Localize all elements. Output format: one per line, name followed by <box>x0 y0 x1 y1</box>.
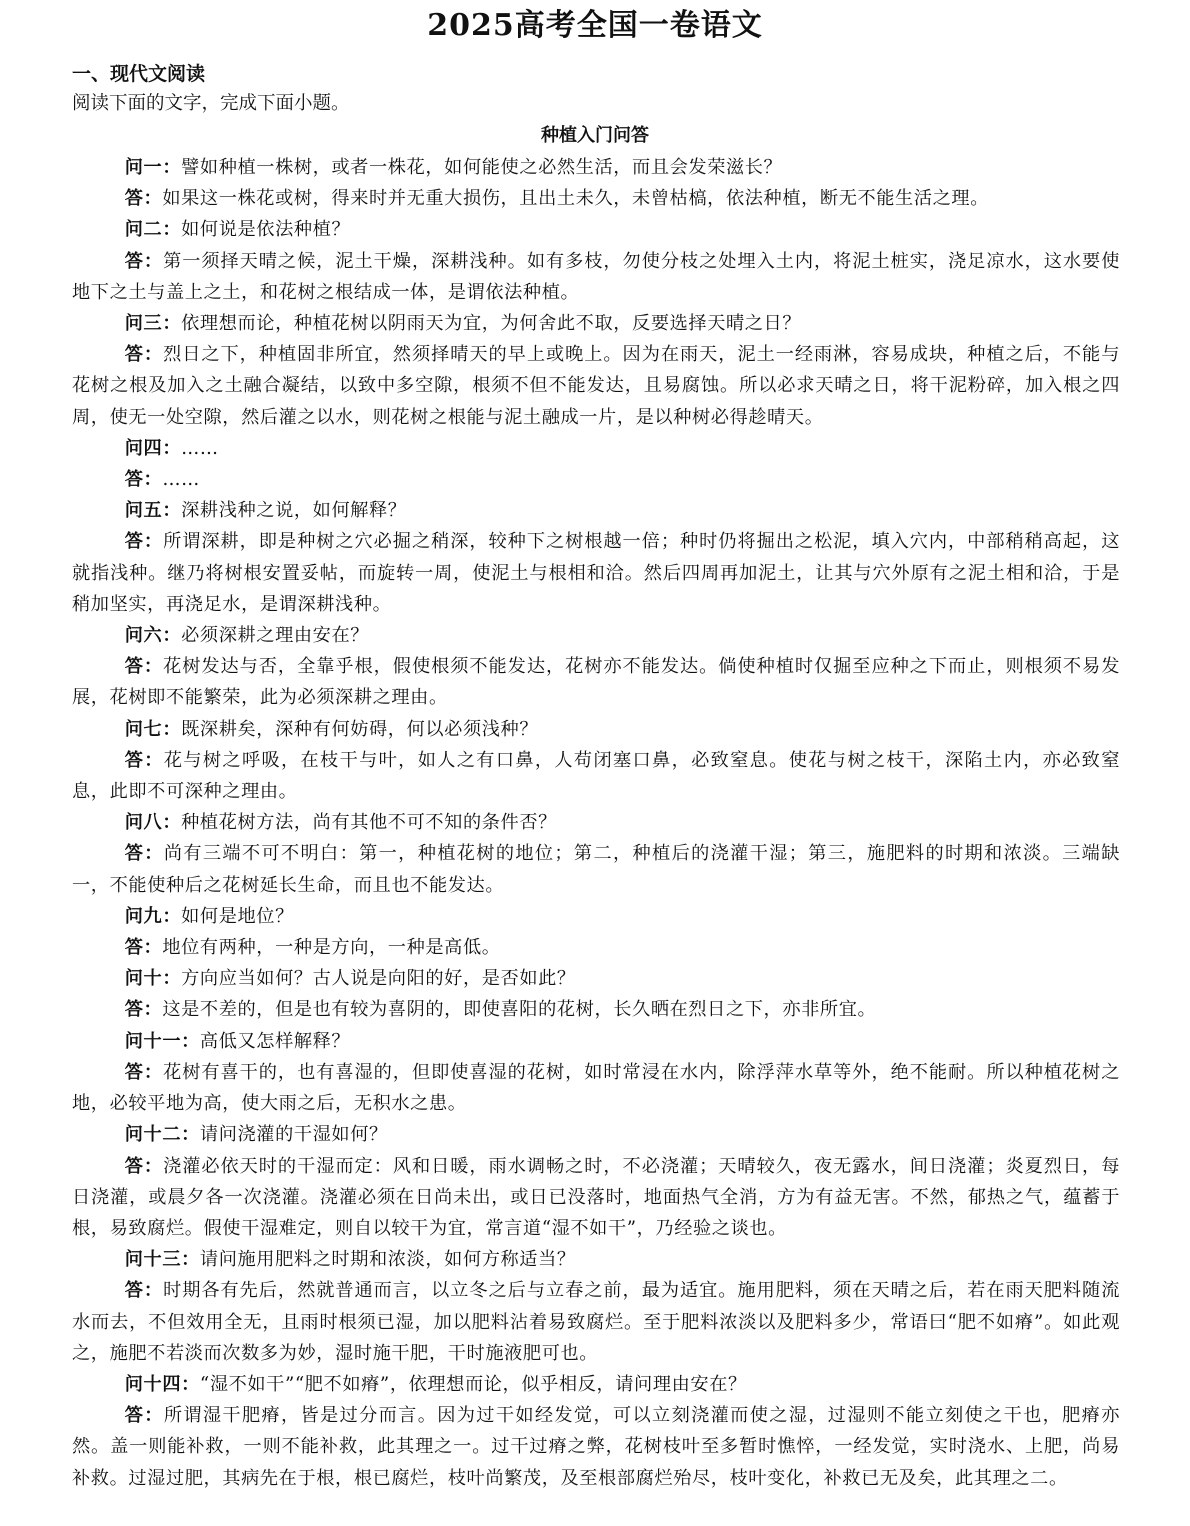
question-paragraph <box>72 433 1120 464</box>
answer-paragraph <box>72 1057 1120 1119</box>
question-label: 问二： <box>124 219 182 241</box>
question-text: 如何说是依法种植？ <box>181 219 351 241</box>
answer-text: 浇灌必依天时的干湿而定：风和日暖，雨水调畅之时，不必浇灌；天晴较久，夜无露水，间日浇灌；炎夏烈日，每日浇灌，或晨夕各一次浇灌。浇灌必须在日尚未出，或日已没落时，地面热气全消，方为有益无害。不然，郁热之气，蕴蓄于根，易致腐烂。假使干湿难定，则自以较干为宜，常言道“湿不如干”，乃经验之谈也。 <box>72 1155 1120 1239</box>
answer-paragraph <box>72 1275 1120 1369</box>
question-paragraph <box>72 495 1120 526</box>
answer-label: 答： <box>124 656 164 678</box>
answer-text: 第一须择天晴之候，泥土干燥，深耕浅种。如有多枝，勿使分枝之处埋入土内，将泥土桩实，浇足凉水，这水要使地下之土与盖上之土，和花树之根结成一体，是谓依法种植。 <box>72 250 1120 303</box>
question-text: 必须深耕之理由安在？ <box>181 625 370 647</box>
question-text: 既深耕矣，深种有何妨碍，何以必须浅种？ <box>181 718 539 740</box>
question-text: 依理想而论，种植花树以阴雨天为宜，为何舍此不取，反要选择天晴之日？ <box>181 313 802 335</box>
answer-label: 答： <box>124 1155 164 1177</box>
answer-label: 答： <box>124 1280 164 1302</box>
question-label: 问九： <box>124 905 182 927</box>
answer-paragraph <box>72 1151 1120 1245</box>
question-paragraph <box>72 1369 1120 1400</box>
answer-text: 所谓湿干肥瘠，皆是过分而言。因为过干如经发觉，可以立刻浇灌而使之湿，过湿则不能立刻使之干也，肥瘠亦然。盖一则能补救，一则不能补救，此其理之一。过干过瘠之弊，花树枝叶至多暂时憔悴，一经发觉，实时浇水、上肥，尚易补救。过湿过肥，其病先在于根，根已腐烂，枝叶尚繁茂，及至根部腐烂殆尽，枝叶变化，补救已无及矣，此其理之二。 <box>72 1405 1120 1489</box>
question-paragraph <box>72 214 1120 245</box>
answer-paragraph <box>72 1400 1120 1494</box>
question-paragraph <box>72 1244 1120 1275</box>
answer-label: 答： <box>124 531 164 553</box>
answer-label: 答： <box>124 749 164 771</box>
reading-instruction: 阅读下面的文字，完成下面小题。 <box>72 93 350 114</box>
question-text: 方向应当如何？古人说是向阳的好，是否如此？ <box>181 968 576 990</box>
answer-paragraph <box>72 838 1120 900</box>
question-paragraph <box>72 807 1120 838</box>
question-text: 请问浇灌的干湿如何？ <box>199 1124 388 1146</box>
answer-paragraph <box>72 526 1120 620</box>
question-paragraph <box>72 1119 1120 1150</box>
answer-paragraph <box>72 745 1120 807</box>
question-paragraph <box>72 152 1120 183</box>
question-paragraph <box>72 1026 1120 1057</box>
question-text: 高低又怎样解释？ <box>199 1030 351 1052</box>
question-label: 问十三： <box>124 1249 200 1271</box>
question-text: …… <box>181 437 219 459</box>
section-heading: 一、现代文阅读 <box>72 63 206 85</box>
qa-list <box>72 152 1120 1494</box>
question-label: 问八： <box>124 812 182 834</box>
answer-label: 答： <box>124 344 164 366</box>
question-label: 问三： <box>124 313 182 335</box>
question-text: 深耕浅种之说，如何解释？ <box>181 500 407 522</box>
answer-text: 花树发达与否，全靠乎根，假使根须不能发达，花树亦不能发达。倘使种植时仅掘至应种之下而止，则根须不易发展，花树即不能繁荣，此为必须深耕之理由。 <box>72 656 1120 709</box>
question-label: 问十二： <box>124 1124 200 1146</box>
answer-paragraph <box>72 651 1120 713</box>
question-label: 问十四： <box>124 1373 200 1395</box>
question-label: 问七： <box>124 718 182 740</box>
answer-paragraph <box>72 339 1120 433</box>
answer-label: 答： <box>124 1061 164 1083</box>
answer-paragraph <box>72 464 1120 495</box>
answer-text: 烈日之下，种植固非所宜，然须择晴天的早上或晚上。因为在雨天，泥土一经雨淋，容易成块，种植之后，不能与花树之根及加入之土融合凝结，以致中多空隙，根须不但不能发达，且易腐蚀。所以必求天晴之日，将干泥粉碎，加入根之四周，使无一处空隙，然后灌之以水，则花树之根能与泥土融成一片，是以种树必得趁晴天。 <box>72 344 1120 428</box>
answer-label: 答： <box>124 469 163 491</box>
question-paragraph <box>72 620 1120 651</box>
question-text: 请问施用肥料之时期和浓淡，如何方称适当？ <box>199 1249 576 1271</box>
article-title: 种植入门问答 <box>541 125 649 146</box>
question-paragraph <box>72 901 1120 932</box>
question-text: 如何是地位？ <box>181 905 294 927</box>
answer-paragraph <box>72 246 1120 308</box>
answer-label: 答： <box>124 188 163 210</box>
answer-text: 这是不差的，但是也有较为喜阴的，即使喜阳的花树，长久晒在烈日之下，亦非所宜。 <box>162 999 877 1021</box>
question-text: 譬如种植一株树，或者一株花，如何能使之必然生活，而且会发荣滋长？ <box>181 157 783 178</box>
question-paragraph <box>72 963 1120 994</box>
answer-text: 时期各有先后，然就普通而言，以立冬之后与立春之前，最为适宜。施用肥料，须在天晴之后，若在雨天肥料随流水而去，不但效用全无，且雨时根须已湿，加以肥料沾着易致腐烂。至于肥料浓淡以及肥料多少，常语曰“肥不如瘠”。如此观之，施肥不若淡而次数多为妙，湿时施干肥，干时施液肥可也。 <box>72 1280 1120 1364</box>
answer-text: 如果这一株花或树，得来时并无重大损伤，且出土未久，未曾枯槁，依法种植，断无不能生活之理。 <box>162 188 989 210</box>
question-label: 问十： <box>124 968 182 990</box>
question-paragraph <box>72 714 1120 745</box>
question-label: 问一： <box>124 157 182 178</box>
answer-text: 花与树之呼吸，在枝干与叶，如人之有口鼻，人苟闭塞口鼻，必致窒息。使花与树之枝干，深陷土内，亦必致窒息，此即不可深种之理由。 <box>72 749 1120 803</box>
answer-label: 答： <box>124 250 164 272</box>
answer-text: 花树有喜干的，也有喜湿的，但即使喜湿的花树，如时常浸在水内，除浮萍水草等外，绝不能耐。所以种植花树之地，必较平地为高，使大雨之后，无积水之患。 <box>72 1061 1120 1115</box>
answer-label: 答： <box>124 1405 164 1427</box>
question-label: 问五： <box>124 500 182 522</box>
answer-paragraph <box>72 183 1120 214</box>
question-text: 种植花树方法，尚有其他不可不知的条件否？ <box>181 812 557 834</box>
answer-text: 尚有三端不可不明白：第一，种植花树的地位；第二，种植后的浇灌干湿；第三，施肥料的时期和浓淡。三端缺一，不能使种后之花树延长生命，而且也不能发达。 <box>72 843 1120 896</box>
answer-text: 所谓深耕，即是种树之穴必掘之稍深，较种下之树根越一倍；种时仍将掘出之松泥，填入穴内，中部稍稍高起，这就指浅种。继乃将树根安置妥帖，而旋转一周，使泥土与根相和洽。然后四周再加泥土，让其与穴外原有之泥土相和洽，于是稍加坚实，再浇足水，是谓深耕浅种。 <box>72 531 1120 615</box>
question-label: 问四： <box>124 437 182 459</box>
question-label: 问六： <box>124 625 182 647</box>
question-paragraph <box>72 308 1120 339</box>
answer-label: 答： <box>124 937 163 959</box>
answer-text: 地位有两种，一种是方向，一种是高低。 <box>162 937 501 959</box>
answer-paragraph <box>72 932 1120 963</box>
question-label: 问十一： <box>124 1030 200 1052</box>
question-text: “湿不如干”“肥不如瘠”，依理想而论，似乎相反，请问理由安在？ <box>199 1373 747 1395</box>
answer-paragraph <box>72 994 1120 1025</box>
answer-label: 答： <box>124 843 164 865</box>
answer-text: …… <box>162 469 200 491</box>
answer-label: 答： <box>124 999 163 1021</box>
document-title: 2025高考全国一卷语文 <box>427 8 763 43</box>
